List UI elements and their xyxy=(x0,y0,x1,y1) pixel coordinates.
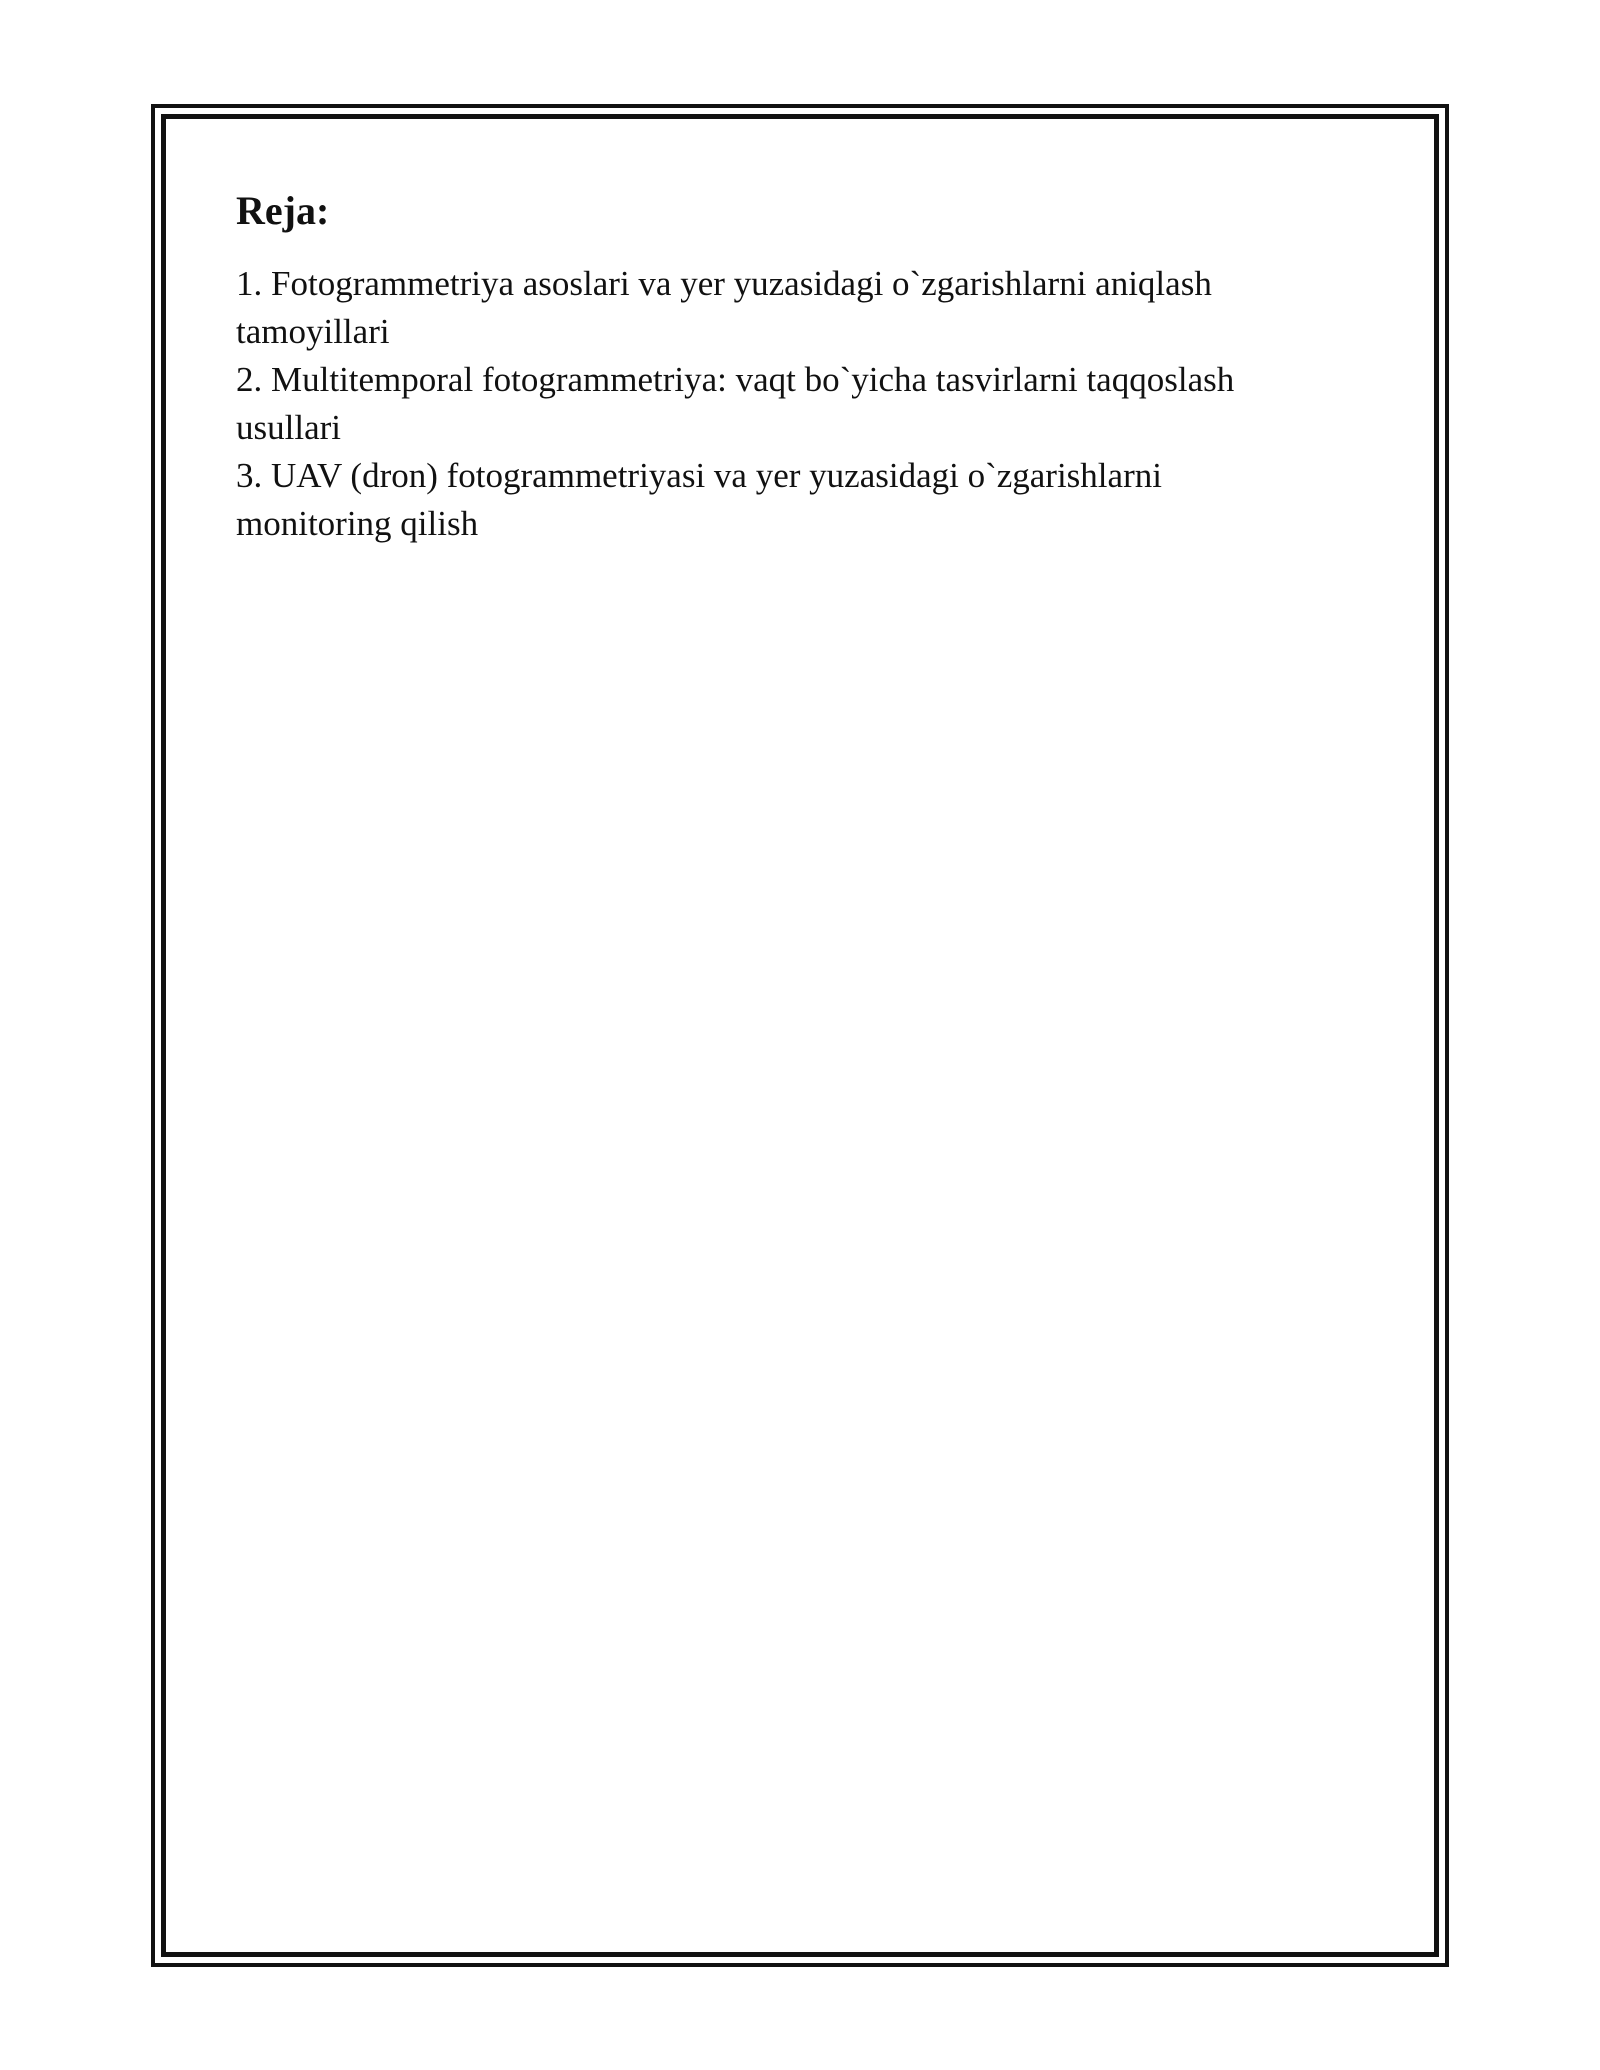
plan-heading: Reja: xyxy=(236,188,330,233)
page-content xyxy=(236,184,1366,548)
plan-list xyxy=(236,260,1366,548)
plan-item-1: 1. Fotogrammetriya asoslari va yer yuzasidagi o`zgarishlarni aniqlash tamoyillari xyxy=(236,264,1212,351)
plan-item-3: 3. UAV (dron) fotogrammetriyasi va yer yuzasidagi o`zgarishlarni monitoring qilish xyxy=(236,456,1162,543)
plan-item-2: 2. Multitemporal fotogrammetriya: vaqt bo`yicha tasvirlarni taqqoslash usullari xyxy=(236,360,1235,447)
